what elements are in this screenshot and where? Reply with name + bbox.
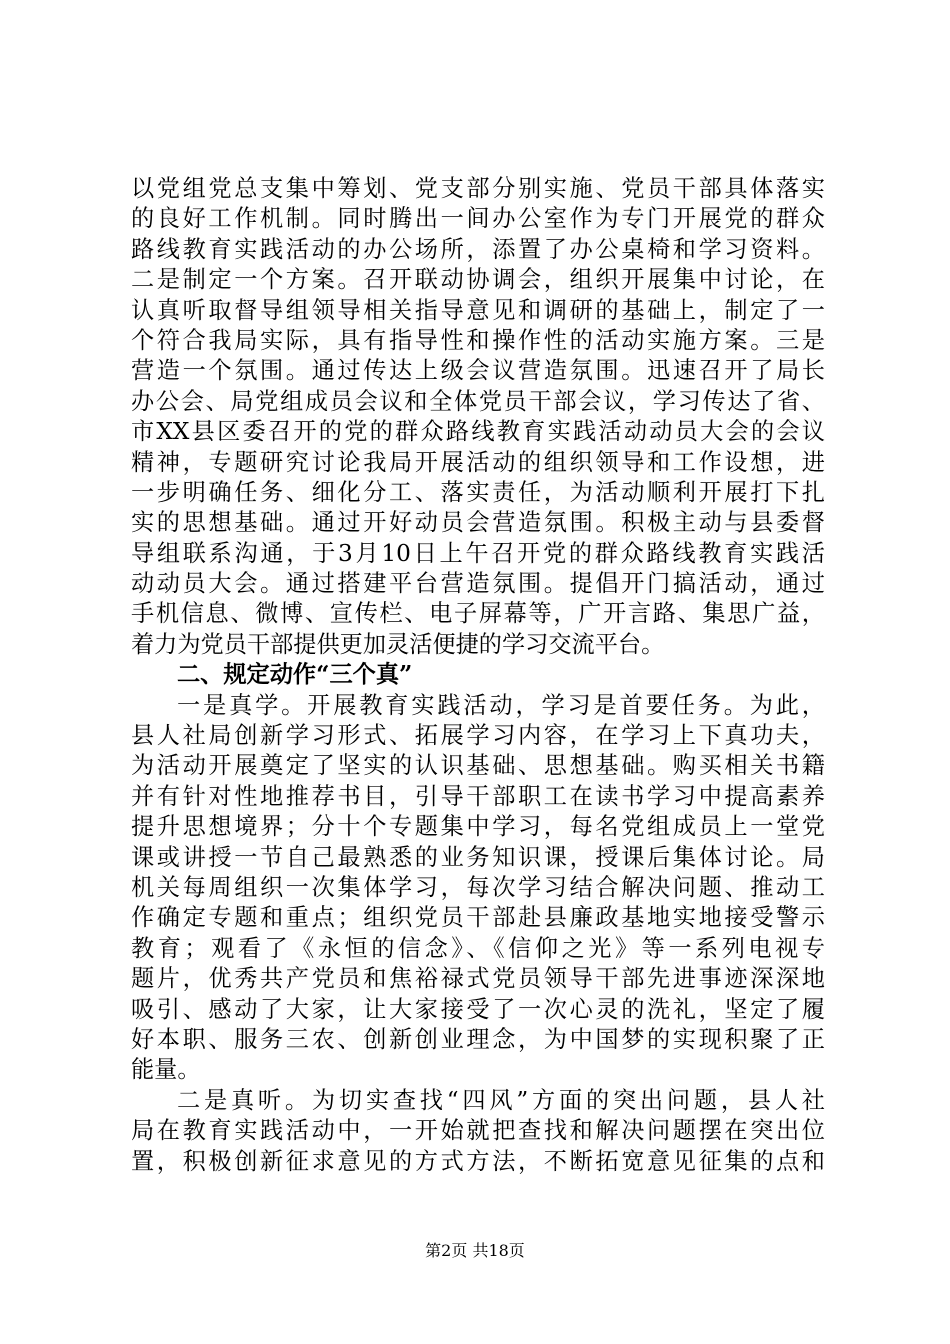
text-line: 置，积极创新征求意见的方式方法，不断拓宽意见征集的点和: [131, 1147, 825, 1175]
text-line: 认真听取督导组领导相关指导意见和调研的基础上，制定了一: [131, 296, 825, 324]
text-line: 手机信息、微博、宣传栏、电子屏幕等，广开言路、集思广益，: [131, 600, 825, 628]
text-line: 一是真学。开展教育实践活动，学习是首要任务。为此，: [177, 691, 825, 719]
text-line: 个符合我局实际，具有指导性和操作性的活动实施方案。三是: [131, 326, 825, 354]
text-line: 局在教育实践活动中，一开始就把查找和解决问题摆在突出位: [131, 1117, 825, 1145]
text-line: 为活动开展奠定了坚实的认识基础、思想基础。购买相关书籍: [131, 752, 825, 780]
text-line: 县人社局创新学习形式、拓展学习内容，在学习上下真功夫，: [131, 722, 825, 750]
text-line: 二是真听。为切实查找“四风”方面的突出问题，县人社: [177, 1086, 825, 1114]
text-line: 动动员大会。通过搭建平台营造氛围。提倡开门搞活动，通过: [131, 570, 825, 598]
text-line: 实的思想基础。通过开好动员会营造氛围。积极主动与县委督: [131, 509, 825, 537]
text-line: 营造一个氛围。通过传达上级会议营造氛围。迅速召开了局长: [131, 357, 825, 385]
document-body: [131, 174, 825, 1177]
section-heading: 二、规定动作“三个真”: [177, 661, 413, 689]
text-line: 机关每周组织一次集体学习，每次学习结合解决问题、推动工: [131, 873, 825, 901]
text-line: 市XX县区委召开的党的群众路线教育实践活动动员大会的会议: [131, 418, 825, 446]
text-line: 着力为党员干部提供更加灵活便捷的学习交流平台。: [131, 630, 665, 658]
text-line: 课或讲授一节自己最熟悉的业务知识课，授课后集体讨论。局: [131, 843, 825, 871]
text-line: 提升思想境界；分十个专题集中学习，每名党组成员上一堂党: [131, 813, 825, 841]
text-line: 路线教育实践活动的办公场所，添置了办公桌椅和学习资料。: [131, 235, 825, 263]
text-line: 精神，专题研究讨论我局开展活动的组织领导和工作设想，进: [131, 448, 825, 476]
text-line: 二是制定一个方案。召开联动协调会，组织开展集中讨论，在: [131, 266, 825, 294]
text-line: 好本职、服务三农、创新创业理念，为中国梦的实现积聚了正: [131, 1025, 825, 1053]
text-line: 题片，优秀共产党员和焦裕禄式党员领导干部先进事迹深深地: [131, 965, 825, 993]
text-line: 一步明确任务、细化分工、落实责任，为活动顺利开展打下扎: [131, 478, 825, 506]
text-line: 导组联系沟通，于3月10日上午召开党的群众路线教育实践活: [131, 539, 825, 567]
text-line: 能量。: [131, 1056, 201, 1084]
text-line: 教育；观看了《永恒的信念》、《信仰之光》等一系列电视专: [131, 934, 825, 962]
text-line: 的良好工作机制。同时腾出一间办公室作为专门开展党的群众: [131, 205, 825, 233]
page-footer: 第2页 共18页: [425, 1241, 525, 1260]
text-line: 以党组党总支集中筹划、党支部分别实施、党员干部具体落实: [131, 175, 825, 202]
text-line: 吸引、感动了大家，让大家接受了一次心灵的洗礼，坚定了履: [131, 995, 825, 1023]
text-line: 办公会、局党组成员会议和全体党员干部会议，学习传达了省、: [131, 387, 825, 415]
text-line: 作确定专题和重点；组织党员干部赴县廉政基地实地接受警示: [131, 904, 825, 932]
text-line: 并有针对性地推荐书目，引导干部职工在读书学习中提高素养: [131, 782, 825, 810]
